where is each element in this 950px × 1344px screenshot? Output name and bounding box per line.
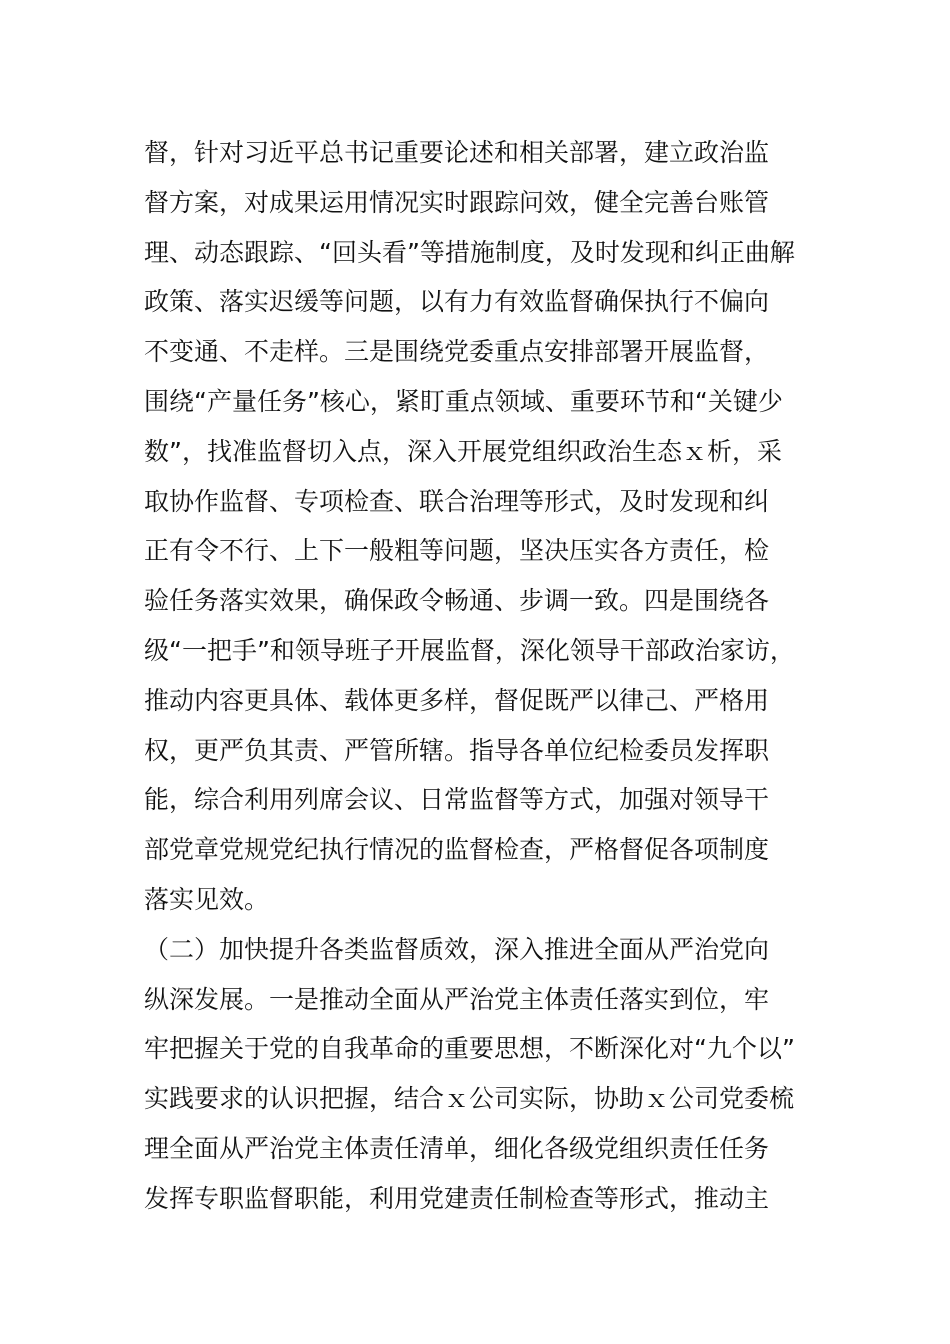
text-line: 能，综合利用列席会议、日常监督等方式，加强对领导干 — [144, 785, 770, 815]
text-line: 纵深发展。一是推动全面从严治党主体责任落实到位，牢 — [144, 984, 770, 1014]
text-line: 督，针对习近平总书记重要论述和相关部署，建立政治监 — [144, 138, 770, 167]
text-line: 验任务落实效果，确保政令畅通、步调一致。四是围绕各 — [144, 586, 770, 616]
text-line: 发挥专职监督职能，利用党建责任制检查等形式，推动主 — [144, 1183, 770, 1213]
body-text — [144, 128, 824, 1224]
text-line: 部党章党规党纪执行情况的监督检查，严格督促各项制度 — [144, 835, 770, 865]
section-heading-line: （二）加快提升各类监督质效，深入推进全面从严治党向 — [144, 934, 770, 964]
text-line: 取协作监督、专项检查、联合治理等形式，及时发现和纠 — [144, 486, 770, 516]
text-line: 权，更严负其责、严管所辖。指导各单位纪检委员发挥职 — [144, 735, 770, 765]
text-line: 落实见效。 — [144, 884, 270, 914]
text-line: 政策、落实迟缓等问题，以有力有效监督确保执行不偏向 — [144, 287, 770, 317]
text-line: 正有令不行、上下一般粗等问题，坚决压实各方责任，检 — [144, 536, 770, 566]
text-line: 数”，找准监督切入点，深入开展党组织政治生态ｘ析，采 — [144, 436, 782, 466]
text-line: 不变通、不走样。三是围绕党委重点安排部署开展监督， — [144, 337, 770, 367]
text-line: 推动内容更具体、载体更多样，督促既严以律己、严格用 — [144, 685, 770, 715]
text-line: 理全面从严治党主体责任清单，细化各级党组织责任任务 — [144, 1133, 770, 1163]
text-line: 实践要求的认识把握，结合ｘ公司实际，协助ｘ公司党委梳 — [144, 1084, 795, 1114]
text-line: 级“一把手”和领导班子开展监督，深化领导干部政治家访， — [144, 635, 795, 665]
text-line: 围绕“产量任务”核心，紧盯重点领域、重要环节和“关键少 — [144, 386, 783, 416]
text-line: 理、动态跟踪、“回头看”等措施制度，及时发现和纠正曲解 — [144, 237, 795, 267]
text-line: 牢把握关于党的自我革命的重要思想，不断深化对“九个以” — [144, 1034, 795, 1064]
text-line: 督方案，对成果运用情况实时跟踪问效，健全完善台账管 — [144, 187, 770, 217]
